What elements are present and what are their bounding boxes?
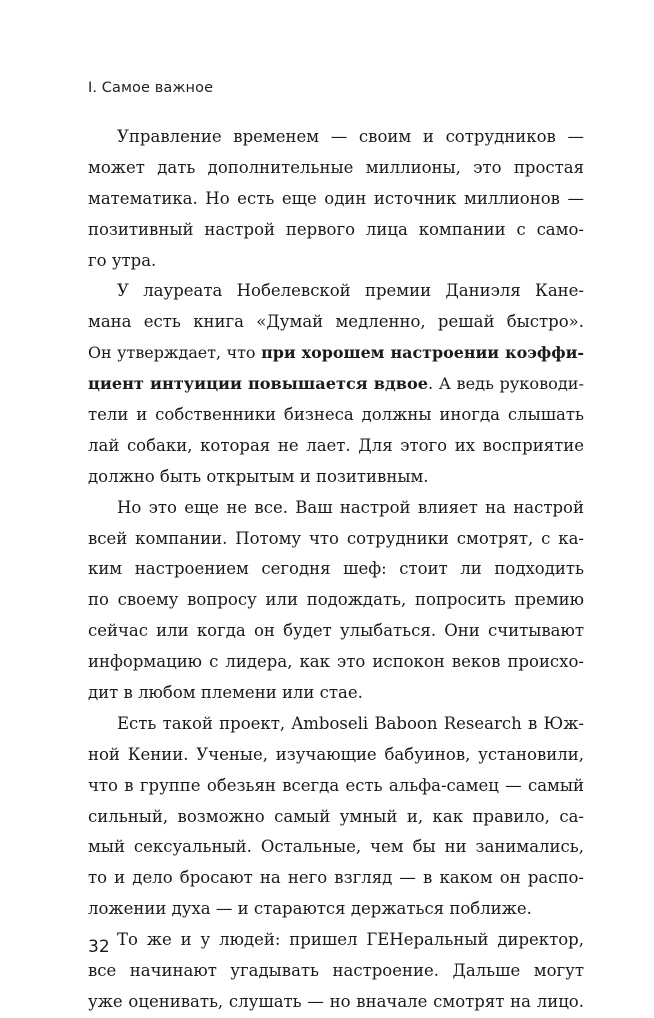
- text-line: что в группе обезьян всегда есть альфа-самец — самый: [88, 775, 584, 795]
- text-line: У лауреата Нобелевской премии Даниэля Кане-: [117, 281, 584, 301]
- text-line: дит в любом племени или стае.: [88, 683, 363, 703]
- text-run: Он утверждает, что: [88, 343, 262, 363]
- page-number: 32: [88, 937, 110, 957]
- text-line: мый сексуальный. Остальные, чем бы ни занимались,: [88, 837, 584, 857]
- text-line: информацию с лидера, как это испокон веков происхо-: [88, 652, 584, 672]
- text-line: сильный, возможно самый умный и, как правило, са-: [88, 806, 584, 826]
- bold-emphasis: циент интуиции повышается вдвое: [88, 374, 428, 394]
- text-line: все начинают угадывать настроение. Дальше могут: [88, 961, 584, 981]
- text-line: уже оценивать, слушать — но вначале смотрят на лицо.: [88, 991, 584, 1011]
- text-line: по своему вопросу или подождать, попросить премию: [88, 590, 584, 610]
- text-line: Есть такой проект, Amboseli Baboon Research в Юж-: [117, 713, 584, 733]
- text-line: тели и собственники бизнеса должны иногда слышать: [88, 405, 584, 425]
- text-line: Управление временем — своим и сотрудников —: [117, 127, 584, 146]
- text-line: может дать дополнительные миллионы, это простая: [88, 157, 584, 177]
- text-run: . А ведь руководи-: [427, 374, 584, 394]
- text-line: лай собаки, которая не лает. Для этого их восприятие: [88, 435, 584, 455]
- text-line: должно быть открытым и позитивным.: [88, 466, 429, 486]
- text-line: мана есть книга «Думай медленно, решай быстро».: [88, 312, 584, 332]
- text-line: ложении духа — и стараются держаться поближе.: [88, 899, 532, 919]
- text-line: сейчас или когда он будет улыбаться. Они считывают: [88, 621, 584, 641]
- text-line: То же и у людей: пришел ГЕНеральный директор,: [117, 930, 584, 950]
- text-line: Но это еще не все. Ваш настрой влияет на настрой: [117, 497, 584, 517]
- text-line: позитивный настрой первого лица компании с само-: [88, 219, 584, 239]
- text-line: математика. Но есть еще один источник миллионов —: [88, 188, 584, 208]
- text-line: то и дело бросают на него взгляд — в каком он распо-: [88, 868, 584, 888]
- text-line: го утра.: [88, 250, 157, 270]
- text-line: ной Кении. Ученые, изучающие бабуинов, установили,: [88, 744, 584, 764]
- page-body: [88, 122, 584, 1018]
- text-line: всей компании. Потому что сотрудники смотрят, с ка-: [88, 528, 584, 548]
- text-line: [88, 369, 584, 400]
- text-line: [88, 338, 584, 369]
- bold-emphasis: при хорошем настроении коэффи-: [261, 343, 585, 363]
- text-line: ким настроением сегодня шеф: стоит ли подходить: [88, 559, 584, 579]
- running-head: I. Самое важное: [88, 80, 214, 96]
